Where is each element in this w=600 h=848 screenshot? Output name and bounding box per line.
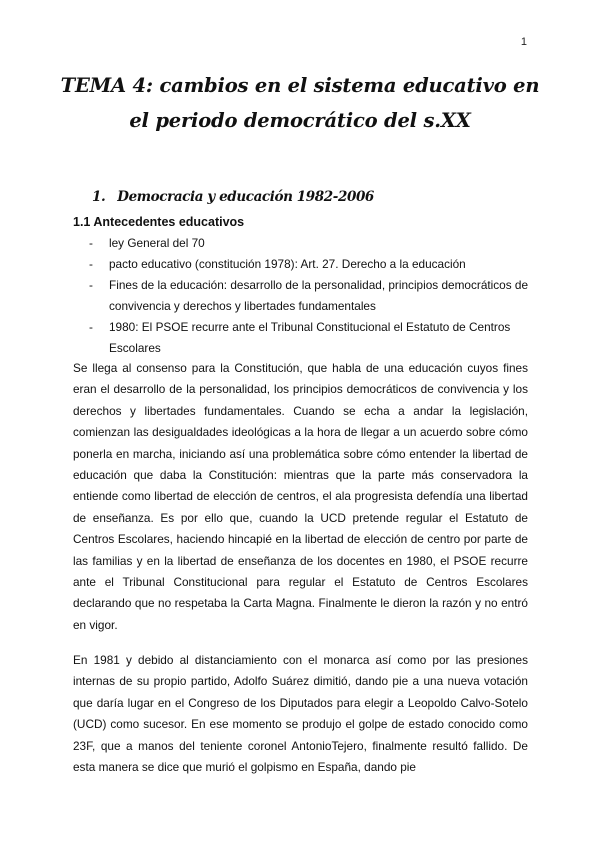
list-item: - pacto educativo (constitución 1978): Art. 27. Derecho a la educación — [73, 254, 530, 275]
bullet-list — [73, 233, 530, 359]
list-item: - Fines de la educación: desarrollo de la personalidad, principios democráticos de convivencia y derechos y libertades fundamentales — [73, 275, 530, 317]
section-heading — [92, 189, 374, 205]
list-item: - ley General del 70 — [73, 233, 530, 254]
subsection-heading: 1.1 Antecedentes educativos — [73, 215, 245, 229]
section-heading-text: Democracia y educación 1982-2006 — [117, 189, 374, 205]
page-number: 1 — [520, 36, 527, 48]
body-paragraph: Se llega al consenso para la Constitución, que habla de una educación cuyos fines eran el desarrollo de la personalidad, los principios democráticos de convivencia y los derechos y libertades fundamentales. Cuando se echa a andar la legislación, comienzan las desigualdades ideológicas a la hora de llegar a un acuerdo sobre cómo ponerla en marcha, iniciando así una problemática sobre cómo entender la libertad de educación que daba la Constitución: mientras que la parte más conservadora la entiende como libertad de elección de centros, el ala progresista defendía una libertad de enseñanza. Es por ello que, cuando la UCD pretende regular el Estatuto de Centros Escolares, haciendo hincapié en la libertad de elección de centro por parte de las familias y en la libertad de enseñanza de los docentes en 1980, el PSOE recurre ante el Tribunal Constitucional para regular el Estatuto de Centros Escolares declarando que no respetaba la Carta Magna. Finalmente le dieron la razón y no entró en vigor. — [73, 361, 528, 632]
document-title: TEMA 4: cambios en el sistema educativo en el periodo democrático del s.XX — [60, 74, 540, 132]
list-item: - 1980: El PSOE recurre ante el Tribunal Constitucional el Estatuto de Centros Escolares — [73, 317, 530, 359]
section-number: 1. — [92, 189, 106, 205]
body-paragraph: En 1981 y debido al distanciamiento con el monarca así como por las presiones internas de su propio partido, Adolfo Suárez dimitió, dando pie a una nueva votación que daría lugar en el Congreso de los Diputados para elegir a Leopoldo Calvo-Sotelo (UCD) como sucesor. En ese momento se produjo el golpe de estado conocido como 23F, que a manos del teniente coronel AntonioTejero, finalmente resultó fallido. De esta manera se dice que murió el golpismo en España, dando pie — [73, 653, 528, 775]
